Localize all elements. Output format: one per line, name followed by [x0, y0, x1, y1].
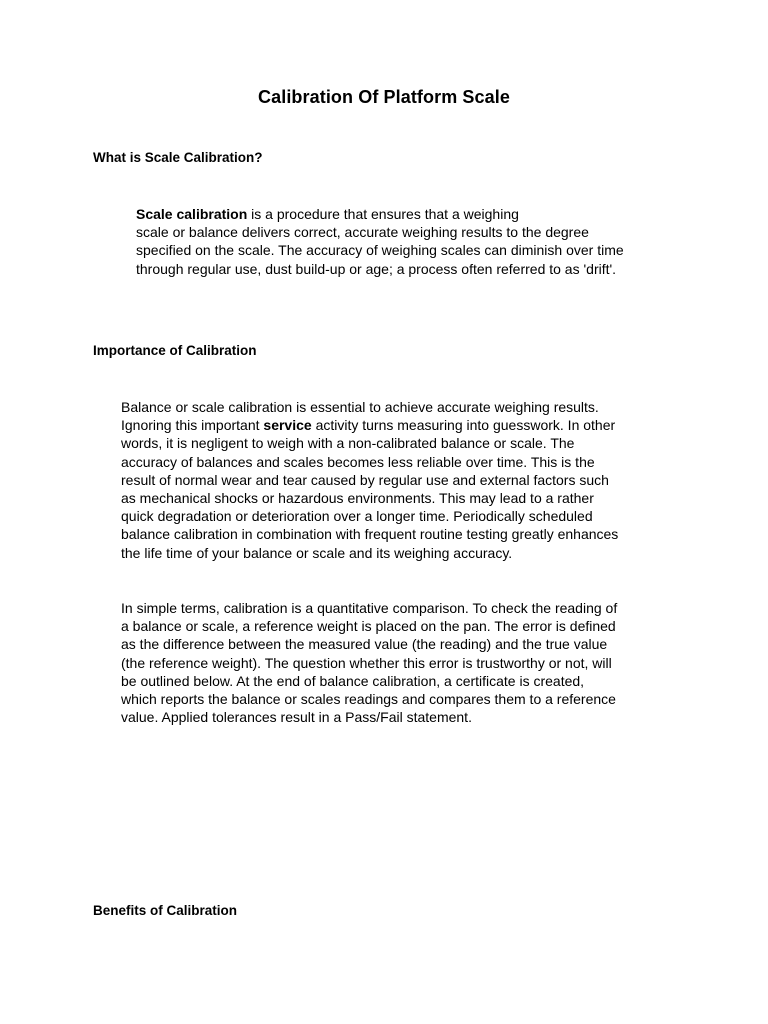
paragraph-importance — [121, 398, 618, 562]
section-heading-importance-of-calibration: Importance of Calibration — [93, 343, 257, 358]
paragraph-line: value. Applied tolerances result in a Pass/Fail statement. — [121, 709, 472, 726]
paragraph-line: (the reference weight). The question whether this error is trustworthy or not, will — [121, 654, 612, 671]
paragraph-line: accuracy of balances and scales becomes less reliable over time. This is the — [121, 453, 595, 470]
paragraph-line: the life time of your balance or scale and its weighing accuracy. — [121, 544, 513, 561]
paragraph-line: be outlined below. At the end of balance calibration, a certificate is created, — [121, 672, 585, 689]
line-text: is a procedure that ensures that a weighing — [247, 206, 519, 222]
paragraph-line: In simple terms, calibration is a quantitative comparison. To check the reading of — [121, 600, 618, 616]
paragraph-line — [121, 416, 618, 434]
section-heading-what-is-scale-calibration: What is Scale Calibration? — [93, 150, 263, 165]
bold-term: Scale calibration — [136, 206, 248, 222]
paragraph-simple-terms — [121, 599, 617, 726]
paragraph-line: which reports the balance or scales readings and compares them to a reference — [121, 691, 616, 708]
paragraph-line: as the difference between the measured value (the reading) and the true value — [121, 636, 608, 653]
document-title: Calibration Of Platform Scale — [258, 87, 510, 107]
paragraph-scale-calibration-definition — [136, 205, 624, 278]
section-heading-benefits-of-calibration: Benefits of Calibration — [93, 903, 238, 918]
paragraph-line: as mechanical shocks or hazardous environments. This may lead to a rather — [121, 490, 594, 507]
paragraph-line: through regular use, dust build-up or age; a process often referred to as 'drift'. — [136, 260, 617, 277]
paragraph-line — [136, 205, 624, 223]
line-text: activity turns measuring into guesswork. In other — [311, 417, 616, 434]
paragraph-line: quick degradation or deterioration over a longer time. Periodically scheduled — [121, 508, 593, 525]
paragraph-line: words, it is negligent to weigh with a non-calibrated balance or scale. The — [121, 435, 575, 452]
paragraph-line: result of normal wear and tear caused by regular use and external factors such — [121, 471, 609, 488]
paragraph-line: scale or balance delivers correct, accurate weighing results to the degree — [136, 224, 589, 241]
bold-term: service — [263, 417, 312, 434]
paragraph-line: a balance or scale, a reference weight is placed on the pan. The error is defined — [121, 618, 616, 635]
line-text: Ignoring this important — [121, 417, 264, 434]
paragraph-line: specified on the scale. The accuracy of weighing scales can diminish over time — [136, 242, 624, 259]
paragraph-line: balance calibration in combination with frequent routine testing greatly enhances — [121, 526, 619, 543]
paragraph-line: Balance or scale calibration is essential to achieve accurate weighing results. — [121, 399, 599, 415]
